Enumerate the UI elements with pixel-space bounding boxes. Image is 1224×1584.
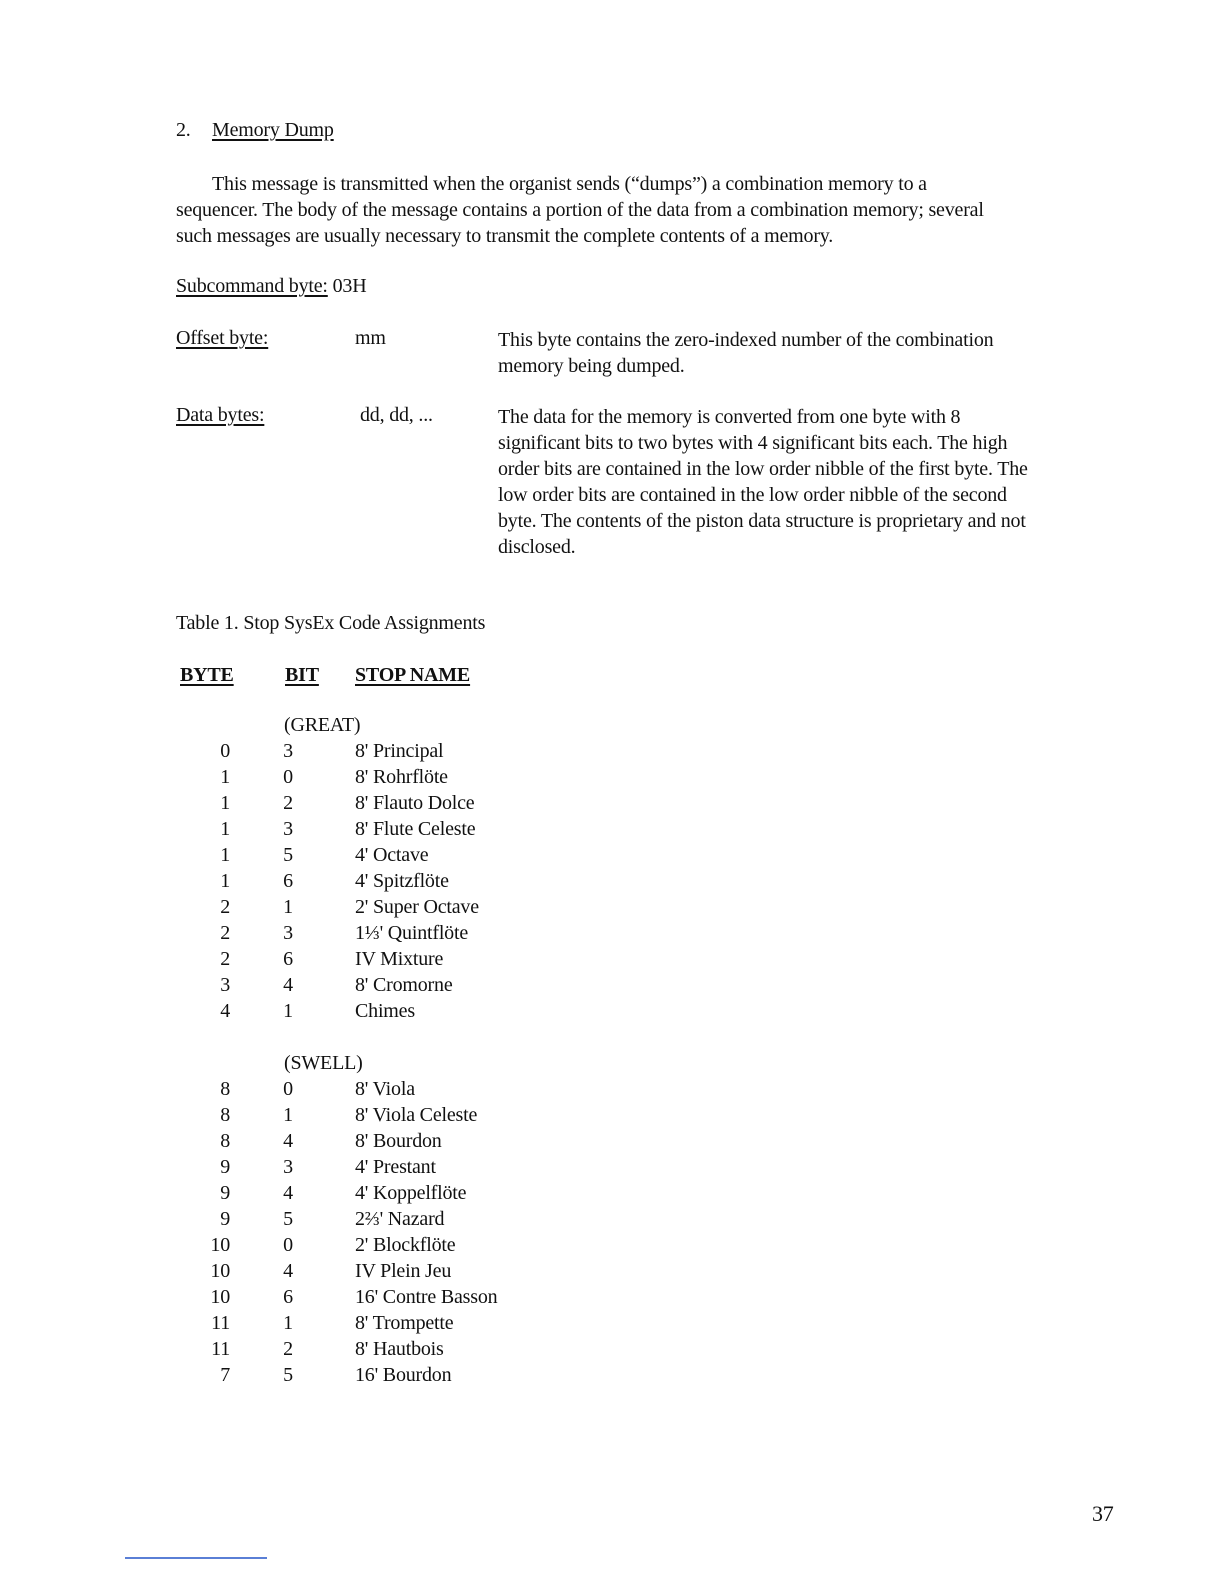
stop-name-cell: 4' Prestant bbox=[355, 1156, 436, 1178]
stop-name-cell: 16' Bourdon bbox=[355, 1364, 452, 1386]
stop-name-cell: Chimes bbox=[355, 1000, 415, 1022]
bit-cell: 0 bbox=[283, 1234, 293, 1256]
bit-cell: 3 bbox=[283, 818, 293, 840]
bit-cell: 4 bbox=[283, 1182, 293, 1204]
data-bytes-description-line: byte. The contents of the piston data structure is proprietary and not bbox=[498, 510, 1026, 532]
data-bytes-description bbox=[498, 404, 1028, 560]
bit-cell: 6 bbox=[283, 870, 293, 892]
bit-cell: 4 bbox=[283, 974, 293, 996]
bit-cell: 2 bbox=[283, 792, 293, 814]
byte-cell: 7 bbox=[220, 1364, 230, 1386]
byte-cell: 8 bbox=[220, 1078, 230, 1100]
byte-cell: 3 bbox=[220, 974, 230, 996]
bit-cell: 4 bbox=[283, 1130, 293, 1152]
bit-cell: 4 bbox=[283, 1260, 293, 1282]
section-heading bbox=[176, 119, 334, 142]
footer-rule bbox=[125, 1557, 267, 1559]
stop-name-cell: 8' Rohrflöte bbox=[355, 766, 448, 788]
bit-cell: 3 bbox=[283, 922, 293, 944]
bit-cell: 6 bbox=[283, 1286, 293, 1308]
offset-label: Offset byte: bbox=[176, 327, 269, 349]
byte-cell: 4 bbox=[220, 1000, 230, 1022]
byte-cell: 8 bbox=[220, 1104, 230, 1126]
stop-name-cell: 16' Contre Basson bbox=[355, 1286, 498, 1308]
subcommand-row bbox=[176, 275, 366, 298]
table-caption: Table 1. Stop SysEx Code Assignments bbox=[176, 612, 486, 634]
subcommand-label: Subcommand byte: bbox=[176, 275, 328, 297]
bit-cell: 2 bbox=[283, 1338, 293, 1360]
data-bytes-description-line: disclosed. bbox=[498, 536, 576, 558]
intro-line: sequencer. The body of the message contains a portion of the data from a combination memory; several bbox=[176, 199, 984, 221]
byte-cell: 8 bbox=[220, 1130, 230, 1152]
column-header-bit: BIT bbox=[285, 664, 319, 686]
stop-name-cell: 2⅔' Nazard bbox=[355, 1208, 445, 1230]
data-bytes-description-line: The data for the memory is converted from one byte with 8 bbox=[498, 406, 961, 428]
byte-cell: 2 bbox=[220, 922, 230, 944]
stop-name-cell: 1⅓' Quintflöte bbox=[355, 922, 469, 944]
bit-cell: 1 bbox=[283, 896, 293, 918]
column-header-stop-name: STOP NAME bbox=[355, 664, 471, 686]
stop-name-cell: 8' Hautbois bbox=[355, 1338, 444, 1360]
stop-name-cell: IV Mixture bbox=[355, 948, 444, 970]
group-label: (SWELL) bbox=[284, 1052, 363, 1074]
byte-cell: 9 bbox=[220, 1156, 230, 1178]
section-title: Memory Dump bbox=[212, 119, 334, 141]
intro-line: such messages are usually necessary to transmit the complete contents of a memory. bbox=[176, 225, 834, 247]
offset-description-line: This byte contains the zero-indexed number of the combination bbox=[498, 329, 994, 351]
byte-cell: 1 bbox=[220, 870, 230, 892]
stop-name-cell: 8' Flute Celeste bbox=[355, 818, 476, 840]
byte-cell: 1 bbox=[220, 766, 230, 788]
byte-cell: 10 bbox=[210, 1234, 230, 1256]
group-label: (GREAT) bbox=[284, 714, 361, 736]
byte-cell: 10 bbox=[210, 1260, 230, 1282]
stop-name-cell: IV Plein Jeu bbox=[355, 1260, 452, 1282]
bit-cell: 5 bbox=[283, 1208, 293, 1230]
column-header-byte: BYTE bbox=[180, 664, 234, 686]
byte-cell: 2 bbox=[220, 896, 230, 918]
offset-description-line: memory being dumped. bbox=[498, 355, 685, 377]
page-number: 37 bbox=[1092, 1501, 1114, 1526]
bit-cell: 6 bbox=[283, 948, 293, 970]
byte-cell: 11 bbox=[211, 1312, 230, 1334]
byte-cell: 1 bbox=[220, 844, 230, 866]
bit-cell: 1 bbox=[283, 1312, 293, 1334]
byte-cell: 1 bbox=[220, 792, 230, 814]
stop-name-cell: 4' Spitzflöte bbox=[355, 870, 449, 892]
bit-cell: 5 bbox=[283, 844, 293, 866]
byte-cell: 11 bbox=[211, 1338, 230, 1360]
data-bytes-label: Data bytes: bbox=[176, 404, 265, 426]
bit-cell: 3 bbox=[283, 1156, 293, 1178]
byte-cell: 1 bbox=[220, 818, 230, 840]
offset-value: mm bbox=[355, 327, 386, 349]
bit-cell: 1 bbox=[283, 1104, 293, 1126]
byte-cell: 9 bbox=[220, 1182, 230, 1204]
stop-name-cell: 8' Trompette bbox=[355, 1312, 454, 1334]
data-bytes-description-line: low order bits are contained in the low order nibble of the second bbox=[498, 484, 1007, 506]
stop-name-cell: 2' Super Octave bbox=[355, 896, 479, 918]
stop-name-cell: 8' Cromorne bbox=[355, 974, 453, 996]
stop-name-cell: 8' Viola Celeste bbox=[355, 1104, 478, 1126]
byte-cell: 10 bbox=[210, 1286, 230, 1308]
bit-cell: 3 bbox=[283, 740, 293, 762]
section-number: 2. bbox=[176, 119, 191, 141]
intro-paragraph bbox=[176, 171, 1096, 249]
stop-name-cell: 8' Flauto Dolce bbox=[355, 792, 475, 814]
stop-name-cell: 4' Octave bbox=[355, 844, 429, 866]
subcommand-value: 03H bbox=[332, 275, 367, 297]
stop-name-cell: 8' Principal bbox=[355, 740, 444, 762]
stop-name-cell: 2' Blockflöte bbox=[355, 1234, 456, 1256]
bit-cell: 1 bbox=[283, 1000, 293, 1022]
offset-description bbox=[498, 327, 993, 379]
byte-cell: 9 bbox=[220, 1208, 230, 1230]
data-bytes-value: dd, dd, ... bbox=[360, 404, 433, 426]
intro-line: This message is transmitted when the organist sends (“dumps”) a combination memory to a bbox=[212, 173, 927, 195]
byte-cell: 0 bbox=[220, 740, 230, 762]
byte-cell: 2 bbox=[220, 948, 230, 970]
data-bytes-description-line: significant bits to two bytes with 4 significant bits each. The high bbox=[498, 432, 1008, 454]
data-bytes-description-line: order bits are contained in the low order nibble of the first byte. The bbox=[498, 458, 1028, 480]
bit-cell: 5 bbox=[283, 1364, 293, 1386]
stop-name-cell: 8' Bourdon bbox=[355, 1130, 442, 1152]
stop-name-cell: 8' Viola bbox=[355, 1078, 415, 1100]
stop-name-cell: 4' Koppelflöte bbox=[355, 1182, 467, 1204]
bit-cell: 0 bbox=[283, 1078, 293, 1100]
bit-cell: 0 bbox=[283, 766, 293, 788]
